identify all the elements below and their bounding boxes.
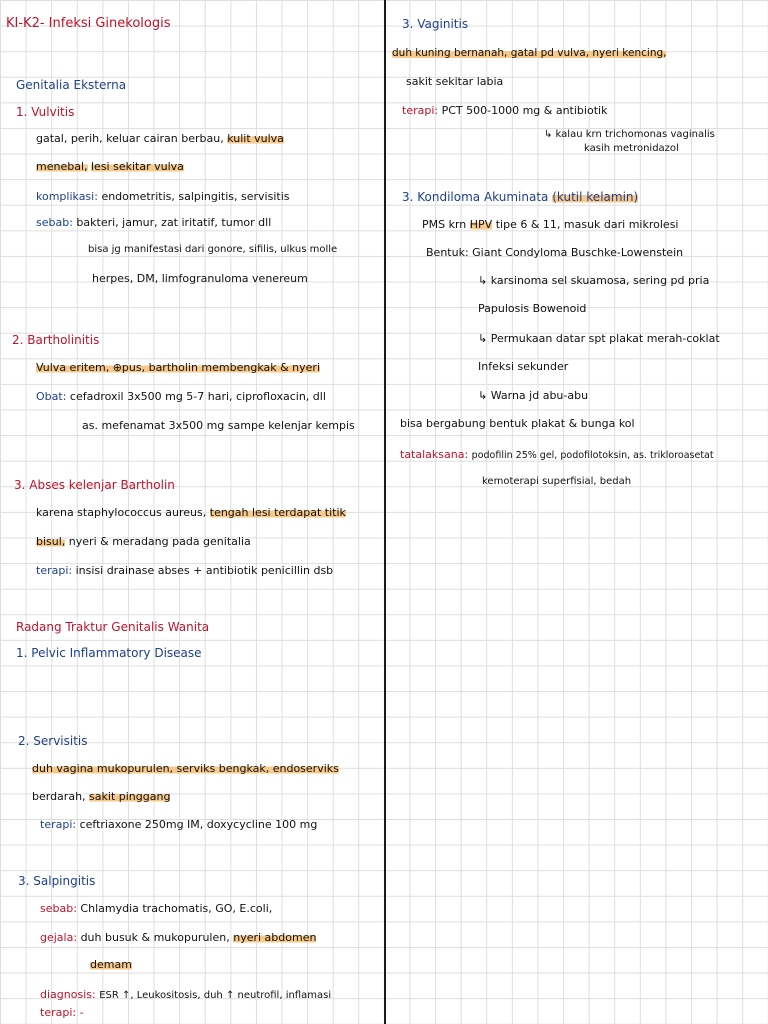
vulvitis-line-6: herpes, DM, limfogranuloma venereum — [92, 272, 308, 285]
kondiloma-line-6: Infeksi sekunder — [478, 360, 569, 373]
vaginitis-line-4: ↳ kalau krn trichomonas vaginalis — [544, 129, 715, 140]
servisitis-line-1: duh vagina mukopurulen, serviks bengkak, endoserviks — [32, 762, 339, 775]
salpingitis-gejala: gejala: duh busuk & mukopurulen, nyeri abdomen — [40, 931, 317, 944]
vulvitis-line-2: menebal, lesi sekitar vulva — [36, 160, 184, 173]
section-heading-genitalia-eksterna: Genitalia Eksterna — [16, 78, 127, 92]
servisitis-terapi: terapi: ceftriaxone 250mg IM, doxycycline 100 mg — [40, 818, 318, 831]
vulvitis-sebab: sebab: bakteri, jamur, zat iritatif, tumor dll — [36, 216, 272, 229]
vaginitis-terapi: terapi: PCT 500-1000 mg & antibiotik — [402, 104, 608, 117]
vulvitis-line-1: gatal, perih, keluar cairan berbau, kulit vulva — [36, 132, 284, 145]
kondiloma-line-10: kemoterapi superfisial, bedah — [482, 476, 632, 487]
vaginitis-heading: 3. Vaginitis — [402, 17, 469, 31]
kondiloma-line-7: ↳ Warna jd abu-abu — [478, 389, 589, 402]
vulvitis-line-5: bisa jg manifestasi dari gonore, sifilis, ulkus molle — [88, 244, 338, 255]
salpingitis-diagnosis: diagnosis: ESR ↑, Leukositosis, duh ↑ neutrofil, inflamasi — [40, 988, 332, 1001]
bartholinitis-obat: Obat: cefadroxil 3x500 mg 5-7 hari, ciprofloxacin, dll — [36, 390, 326, 403]
vulvitis-heading: 1. Vulvitis — [16, 105, 75, 119]
vaginitis-line-1: duh kuning bernanah, gatal pd vulva, nyeri kencing, — [392, 47, 667, 59]
page-title: KI-K2- Infeksi Ginekologis — [6, 16, 171, 31]
abses-line-2: bisul, nyeri & meradang pada genitalia — [36, 535, 251, 548]
salpingitis-heading: 3. Salpingitis — [18, 874, 96, 888]
abses-terapi: terapi: insisi drainase abses + antibiotik penicillin dsb — [36, 564, 334, 577]
pid-heading: 1. Pelvic Inflammatory Disease — [16, 646, 202, 660]
kondiloma-tatalaksana: tatalaksana: podofilin 25% gel, podofilotoksin, as. trikloroasetat — [400, 448, 714, 461]
bartholinitis-heading: 2. Bartholinitis — [12, 333, 100, 347]
salpingitis-terapi: terapi: - — [40, 1006, 84, 1019]
salpingitis-demam: demam — [90, 958, 132, 971]
kondiloma-line-8: bisa bergabung bentuk plakat & bunga kol — [400, 417, 635, 430]
abses-line-1: karena staphylococcus aureus, tengah lesi terdapat titik — [36, 506, 346, 519]
vulvitis-highlight-1: kulit vulva — [227, 132, 284, 145]
kondiloma-line-1: PMS krn HPV tipe 6 & 11, masuk dari mikrolesi — [422, 218, 679, 231]
servisitis-heading: 2. Servisitis — [18, 734, 88, 748]
kondiloma-line-5: ↳ Permukaan datar spt plakat merah-coklat — [478, 332, 720, 345]
servisitis-line-2: berdarah, sakit pinggang — [32, 790, 171, 803]
vaginitis-line-5: kasih metronidazol — [584, 143, 679, 154]
bartholinitis-line-3: as. mefenamat 3x500 mg sampe kelenjar kempis — [82, 419, 355, 432]
vulvitis-komplikasi: komplikasi: endometritis, salpingitis, servisitis — [36, 190, 290, 203]
vaginitis-line-2: sakit sekitar labia — [406, 75, 504, 88]
column-divider — [384, 0, 386, 1024]
kondiloma-line-4: Papulosis Bowenoid — [478, 302, 587, 315]
vulvitis-highlight-2: lesi sekitar vulva — [91, 160, 184, 173]
abses-heading: 3. Abses kelenjar Bartholin — [14, 478, 175, 492]
bartholinitis-line-1: Vulva eritem, ⊕pus, bartholin membengkak & nyeri — [36, 361, 321, 374]
kondiloma-bentuk: Bentuk: Giant Condyloma Buschke-Lowenstein — [426, 246, 684, 259]
kondiloma-line-3: ↳ karsinoma sel skuamosa, sering pd pria — [478, 274, 710, 287]
salpingitis-sebab: sebab: Chlamydia trachomatis, GO, E.coli, — [40, 902, 273, 915]
section-heading-radang: Radang Traktur Genitalis Wanita — [16, 620, 210, 634]
kondiloma-heading: 3. Kondiloma Akuminata (kutil kelamin) — [402, 190, 639, 204]
